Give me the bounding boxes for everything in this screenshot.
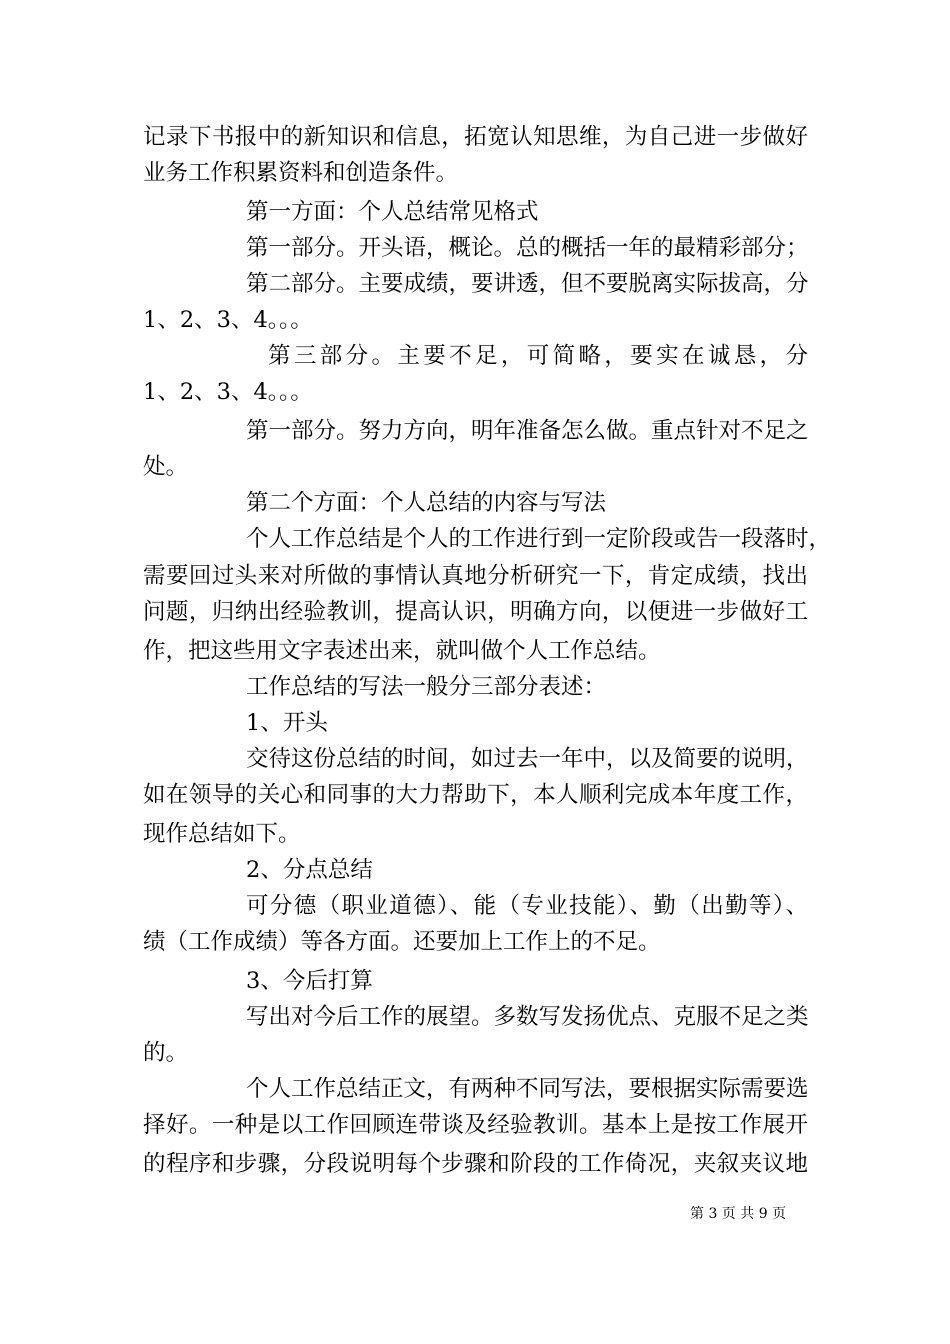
text-line: 交待这份总结的时间，如过去一年中，以及简要的说明， — [246, 746, 809, 772]
text-line: 第一部分。努力方向，明年准备怎么做。重点针对不足之 — [246, 418, 809, 444]
text-line: 问题，归纳出经验教训，提高认识，明确方向，以便进一步做好工 — [143, 599, 808, 625]
text-line: 现作总结如下。 — [143, 821, 301, 847]
text-line: 如在领导的关心和同事的大力帮助下，本人顺利完成本年度工作， — [143, 782, 808, 808]
text-line: 1、2、3、4。。。 — [143, 379, 313, 405]
text-line: 个人工作总结是个人的工作进行到一定阶段或告一段落时， — [246, 526, 832, 552]
text-line: 工作总结的写法一般分三部分表述： — [246, 674, 607, 700]
text-line: 2、分点总结 — [246, 857, 373, 883]
text-line: 写出对今后工作的展望。多数写发扬优点、克服不足之类 — [246, 1004, 809, 1030]
text-line: 作，把这些用文字表述出来，就叫做个人工作总结。 — [143, 638, 661, 664]
text-line: 3、今后打算 — [246, 968, 373, 994]
text-line: 绩（工作成绩）等各方面。还要加上工作上的不足。 — [143, 929, 661, 955]
text-line: 1、开头 — [246, 710, 328, 736]
text-line: 第二部分。主要成绩，要讲透，但不要脱离实际拔高，分 — [246, 271, 809, 297]
text-line: 的。 — [143, 1040, 189, 1066]
text-line: 需要回过头来对所做的事情认真地分析研究一下，肯定成绩，找出 — [143, 563, 808, 589]
page-number: 第 3 页 共 9 页 — [690, 1206, 787, 1222]
text-line: 第三部分。主要不足，可简略，要实在诚恳，分 — [268, 343, 808, 369]
text-line: 业务工作积累资料和创造条件。 — [143, 160, 459, 186]
text-line: 处。 — [143, 454, 189, 480]
text-line: 第一部分。开头语，概论。总的概括一年的最精彩部分； — [246, 235, 809, 261]
text-line: 的程序和步骤，分段说明每个步骤和阶段的工作倚况，夹叙夹议地 — [143, 1151, 808, 1177]
text-line: 个人工作总结正文，有两种不同写法，要根据实际需要选 — [246, 1076, 809, 1102]
text-line: 1、2、3、4。。。 — [143, 307, 313, 333]
text-line: 可分德（职业道德）、能（专业技能）、勤（出勤等）、 — [246, 893, 808, 919]
section-heading: 第二个方面：个人总结的内容与写法 — [246, 490, 607, 516]
text-line: 记录下书报中的新知识和信息，拓宽认知思维，为自己进一步做好 — [143, 124, 808, 150]
text-line: 择好。一种是以工作回顾连带谈及经验教训。基本上是按工作展开 — [143, 1112, 808, 1138]
section-heading: 第一方面：个人总结常见格式 — [246, 199, 539, 225]
